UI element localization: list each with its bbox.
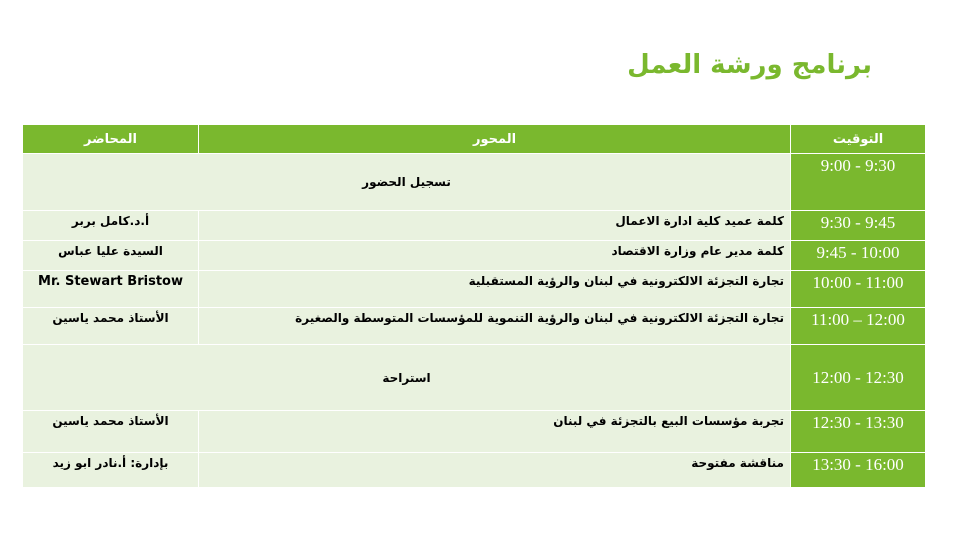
page-title: برنامج ورشة العمل (627, 50, 872, 80)
topic-cell: تجارة التجزئة الالكترونية في لبنان والرؤية المستقبلية (199, 271, 791, 308)
time-cell: 10:00 - 11:00 (791, 271, 926, 308)
topic-cell: تجربة مؤسسات البيع بالتجزئة في لبنان (199, 411, 791, 453)
time-cell: 9:30 - 9:45 (791, 211, 926, 241)
topic-cell: مناقشة مفتوحة (199, 453, 791, 488)
topic-cell: كلمة عميد كلية ادارة الاعمال (199, 211, 791, 241)
speaker-cell: أ.د.كامل بربر (23, 211, 199, 241)
table-row (23, 271, 926, 308)
topic-cell: تجارة التجزئة الالكترونية في لبنان والرؤية التنموية للمؤسسات المتوسطة والصغيرة (199, 308, 791, 345)
table-row (23, 308, 926, 345)
speaker-cell: الأستاذ محمد ياسين (23, 308, 199, 345)
topic-cell: استراحة (23, 345, 791, 411)
table-header (23, 125, 926, 154)
time-cell: 9:00 - 9:30 (791, 154, 926, 211)
table-row (23, 411, 926, 453)
speaker-cell: السيدة عليا عباس (23, 241, 199, 271)
time-cell: 9:45 - 10:00 (791, 241, 926, 271)
table-row (23, 453, 926, 488)
time-cell: 13:30 - 16:00 (791, 453, 926, 488)
header-speaker: المحاضر (23, 125, 199, 154)
time-cell: 11:00 – 12:00 (791, 308, 926, 345)
table-row (23, 154, 926, 211)
speaker-cell: Mr. Stewart Bristow (23, 271, 199, 308)
speaker-cell: الأستاذ محمد ياسين (23, 411, 199, 453)
time-cell: 12:30 - 13:30 (791, 411, 926, 453)
topic-cell: كلمة مدير عام وزارة الاقتصاد (199, 241, 791, 271)
schedule-table (22, 124, 926, 488)
table-row (23, 241, 926, 271)
header-time: التوقيت (791, 125, 926, 154)
table-row (23, 345, 926, 411)
table-row (23, 211, 926, 241)
header-row (23, 125, 926, 154)
header-topic: المحور (199, 125, 791, 154)
speaker-cell: بإدارة: أ.نادر ابو زيد (23, 453, 199, 488)
topic-cell: تسجيل الحضور (23, 154, 791, 211)
time-cell: 12:00 - 12:30 (791, 345, 926, 411)
